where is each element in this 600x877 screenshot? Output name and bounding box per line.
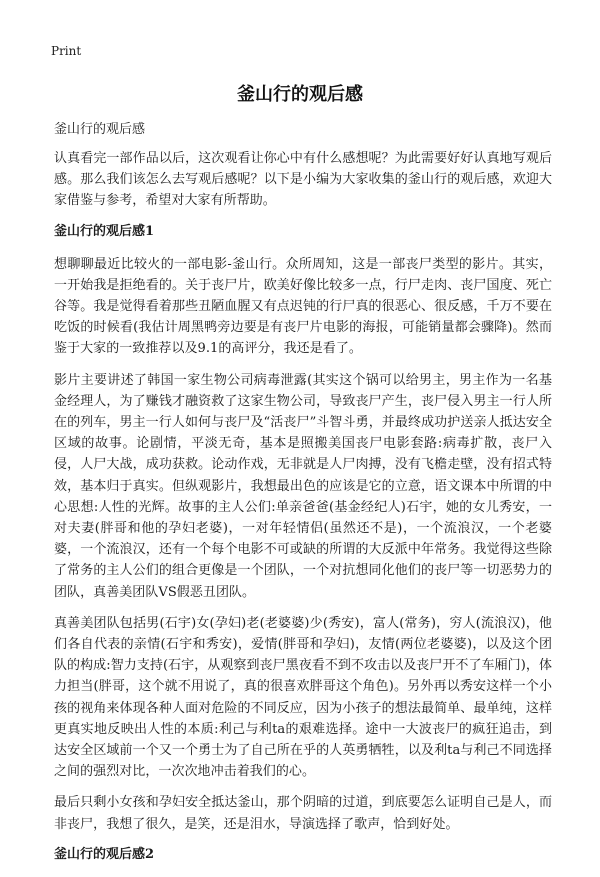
intro-paragraph: 认真看完一部作品以后，这次观看让你心中有什么感想呢？为此需要好好认真地写观后感。那么我们该怎么去写观后感呢？以下是小编为大家收集的釜山行的观后感，欢迎大家借鉴与参考，希望对大家有所帮助。 [54,151,552,209]
document-subtitle: 釜山行的观后感 [54,122,146,137]
document-body [54,148,552,877]
section-heading-2: 釜山行的观后感2 [54,846,155,862]
section-heading-1: 釜山行的观后感1 [54,223,155,239]
section-1-paragraph-2: 影片主要讲述了韩国一家生物公司病毒泄露(其实这个锅可以给男主，男主作为一名基金经理人，为了赚钱才融资救了这家生物公司，导致丧尸产生，丧尸侵入男主一行人所在的列车，男主一行人如何与丧尸及“活丧尸”斗智斗勇，并最终成功护送亲人抵达安全区域的故事。论剧情，平淡无奇，基本是照搬美国丧尸电影套路:病毒扩散，丧尸入侵，人尸大战，成功获救。论动作戏，无非就是人尸肉搏，没有飞檐走壁，没有招式特效，基本归于真实。但纵观影片，我想最出色的应该是它的立意，语文课本中所谓的中心思想:人性的光辉。故事的主人公们:单亲爸爸(基金经纪人)石宇，她的女儿秀安，一对夫妻(胖哥和他的孕妇老婆)，一对年轻情侣(虽然还不是)，一个流浪汉，一个老婆婆，一个流浪汉，还有一个每个电影不可或缺的所谓的大反派中年常务。我觉得这些除了常务的主人公们的组合更像是一个团队，一个对抗想同化他们的丧尸等一切恶势力的团队，真善美团队VS假恶丑团队。 [54,372,552,600]
print-link[interactable]: Print [51,44,82,58]
section-1-paragraph-1: 想聊聊最近比较火的一部电影-釜山行。众所周知，这是一部丧尸类型的影片。其实，一开始我是拒绝看的。关于丧尸片，欧美好像比较多一点，行尸走肉、丧尸国度、死亡谷等。我是觉得看着那些丑陋血腥又有点迟钝的行尸真的很恶心、很反感，千万不要在吃饭的时候看(我估计周黑鸭旁边要是有丧尸片电影的海报，可能销量都会骤降)。然而鉴于大家的一致推荐以及9.1的高评分，我还是看了。 [54,256,552,357]
section-1-paragraph-3: 真善美团队包括男(石宇)女(孕妇)老(老婆婆)少(秀安)，富人(常务)，穷人(流浪汉)，他们各自代表的亲情(石宇和秀安)，爱情(胖哥和孕妇)，友情(两位老婆婆)，以及这个团队的构成:智力支持(石宇，从观察到丧尸黑夜看不到不攻击以及丧尸开不了车厢门)，体力担当(胖哥，这个就不用说了，真的很喜欢胖哥这个角色)。另外再以秀安这样一个小孩的视角来体现各种人面对危险的不同反应，因为小孩子的想法最简单、最单纯，这样更真实地反映出人性的本质:利己与利ta的艰难选择。途中一大波丧尸的疯狂追击，到达安全区域前一个又一个勇士为了自己所在乎的人英勇牺牲，以及利ta与利己不同选择之间的强烈对比，一次次地冲击着我们的心。 [54,615,552,780]
page-title: 釜山行的观后感 [237,84,363,105]
section-1-paragraph-4: 最后只剩小女孩和孕妇安全抵达釜山，那个阴暗的过道，到底要怎么证明自己是人，而非丧尸，我想了很久，是笑，还是泪水，导演选择了歌声，恰到好处。 [54,795,552,832]
